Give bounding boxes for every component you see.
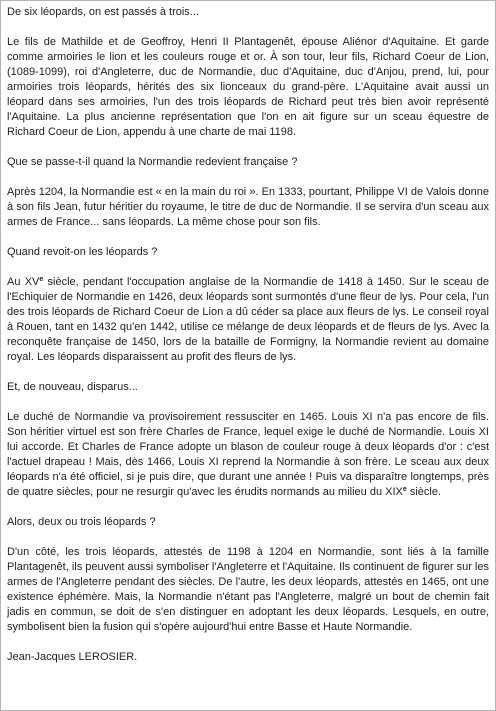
paragraph-text-segment: Au XV <box>7 276 40 288</box>
paragraph-text-segment: siècle. <box>406 486 442 498</box>
paragraph-text-segment: Le duché de Normandie va provisoirement ressusciter en 1465. Louis XI n'a pas encore de fils. Son héritier virtuel est son frère Charles de France, lequel exige le duché de Normandie. Louis XI lui accorde. Et Charles de France adopte un blason de couleur rouge à deux léopards d'or : c'est l'actuel drapeau ! Mais, dès 1466, Louis XI reprend la Normandie à son frère. Le sceau aux deux léopards n'a été officiel, si je puis dire, que durant une année ! Puis va disparaître longtemps, près de quatre siècles, pour ne resurgir qu'avec les érudits normands au milieu du XIX <box>7 411 489 498</box>
paragraph-fifteenth-century <box>7 275 489 365</box>
paragraph-text-segment: siècle, pendant l'occupation anglaise de la Normandie de 1418 à 1450. Sur le sceau de l'Echiquier de Normandie en 1426, deux léopards sont surmontés d'une fleur de lys. Pour cela, l'un des trois léopards de Richard Coeur de Lion a dû céder sa place aux fleurs de lys. Le conseil royal à Rouen, tant en 1432 qu'en 1442, utilise ce mélange de deux léopards et de fleurs de lys. Avec la reconquête française de 1450, lors de la bataille de Formigny, la Normandie revient au domaine royal. Les léopards disparaissent au profit des fleurs de lys. <box>7 276 489 363</box>
superscript-e: e <box>402 486 407 493</box>
paragraph-conclusion: D'un côté, les trois léopards, attestés de 1198 à 1204 en Normandie, sont liés à la famille Plantagenêt, ils peuvent aussi symboliser l'Angleterre et l'Aquitaine. Ils continuent de figurer sur les armes de l'Angleterre pendant des siècles. De l'autre, les deux léopards, attestés en 1465, ont une existence éphémère. Mais, la Normandie n'étant pas l'Angleterre, malgré un bout de chemin fait jadis en commun, se doit de s'en distinguer en adoptant les deux léopards. Lesquels, en outre, symbolisent bien la fusion qui s'opère aujourd'hui entre Basse et Haute Normandie. <box>7 546 489 633</box>
author-signature: Jean-Jacques LEROSIER. <box>7 651 138 663</box>
paragraph-after-1204: Après 1204, la Normandie est « en la main du roi ». En 1333, pourtant, Philippe VI de Valois donne à son fils Jean, futur héritier du royaume, le titre de duc de Normandie. Il se servira d'un sceau aux armes de France... sans léopards. La même chose pour son fils. <box>7 186 489 228</box>
superscript-e: e <box>39 276 44 283</box>
section-heading-six-to-three: De six léopards, on est passés à trois... <box>7 6 199 18</box>
section-heading-two-or-three: Alors, deux ou trois léopards ? <box>7 516 156 528</box>
section-heading-disappeared-again: Et, de nouveau, disparus... <box>7 381 138 393</box>
section-heading-normandy-french: Que se passe-t-il quand la Normandie redevient française ? <box>7 156 298 168</box>
paragraph-plantagenet: Le fils de Mathilde et de Geoffroy, Henri II Plantagenêt, épouse Aliénor d'Aquitaine. Et garde comme armoiries le lion et les couleurs rouge et or. À son tour, leur fils, Richard Coeur de Lion, (1089-1099), roi d'Angleterre, duc de Normandie, duc d'Aquitaine, duc d'Anjou, prend, lui, pour armoiries trois léopards, hérités des six lionceaux du grand-père. L'Aquitaine avait aussi un léopard dans ses armoiries, l'un des trois léopards de Richard peut très bien avoir représenté l'Aquitaine. La plus ancienne représentation que l'on en ait figure sur un sceau équestre de Richard Coeur de Lion, appendu à une charte de mai 1198. <box>7 36 489 138</box>
paragraph-duchy-1465 <box>7 410 489 500</box>
section-heading-leopards-return: Quand revoit-on les léopards ? <box>7 246 158 258</box>
article-content <box>7 5 489 680</box>
